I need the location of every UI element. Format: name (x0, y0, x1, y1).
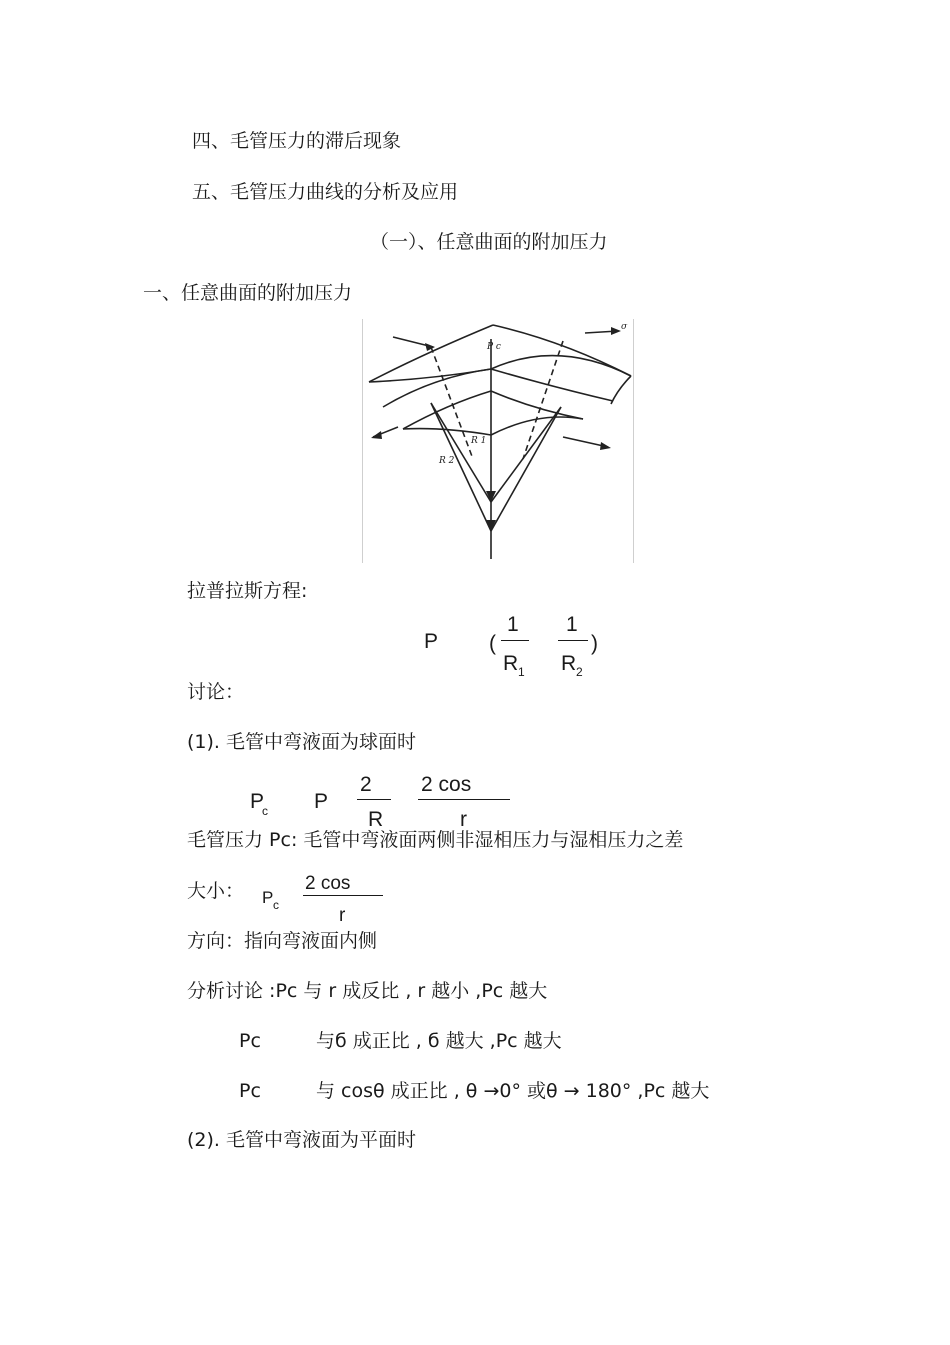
analysis-line-1: 分析讨论 :Pc 与 r 成反比 , r 越小 ,Pc 越大 (187, 980, 548, 1002)
case1-frac2-den: r (460, 808, 467, 831)
laplace-lparen: ( (489, 632, 496, 655)
discussion-label: 讨论： (187, 681, 245, 703)
laplace-den2: R (561, 652, 577, 675)
laplace-frac1-bar (501, 640, 529, 641)
label-r1: R 1 (471, 436, 487, 446)
laplace-den2-sub: 2 (576, 665, 583, 679)
capillary-pressure-definition: 毛管压力 Pc: 毛管中弯液面两侧非湿相压力与湿相压力之差 (187, 829, 684, 851)
size-num: 2 cos (305, 873, 351, 894)
size-Pc: P (262, 888, 274, 907)
laplace-frac2-bar (558, 640, 588, 641)
laplace-num2: 1 (566, 613, 578, 636)
label-sigma: σ (621, 322, 628, 332)
section-title: （一）、任意曲面的附加压力 (370, 231, 608, 253)
case1-label: (1). 毛管中弯液面为球面时 (187, 731, 416, 753)
laplace-den1: R (503, 652, 519, 675)
outline-item-4: 四、毛管压力的滞后现象 (192, 130, 402, 152)
heading-1: 一、任意曲面的附加压力 (143, 282, 353, 304)
case2-label: (2). 毛管中弯液面为平面时 (187, 1129, 416, 1151)
case1-P: P (314, 790, 329, 813)
case1-frac2-bar (418, 799, 510, 800)
size-frac-bar (303, 895, 383, 896)
direction-line: 方向：指向弯液面内侧 (187, 930, 378, 952)
laplace-P: P (424, 630, 439, 653)
analysis-line-3: 与 cosθ 成正比 , θ →0° 或θ → 180° ,Pc 越大 (316, 1080, 710, 1102)
laplace-den1-sub: 1 (518, 665, 525, 679)
analysis-line-2-pc: Pc (239, 1030, 261, 1052)
case1-frac1-num: 2 (360, 773, 372, 796)
label-pc: P c (487, 342, 501, 352)
label-r2: R 2 (439, 456, 455, 466)
case1-frac1-den: R (368, 808, 384, 831)
case1-frac2-num: 2 cos (421, 773, 472, 796)
size-den: r (339, 905, 346, 926)
analysis-line-2: 与б 成正比 , б 越大 ,Pc 越大 (316, 1030, 562, 1052)
size-label: 大小： (187, 880, 245, 902)
case1-frac1-bar (357, 799, 391, 800)
laplace-num1: 1 (507, 613, 519, 636)
size-Pc-sub: c (273, 898, 279, 912)
curved-surface-figure (362, 319, 634, 563)
case1-Pc: P (250, 790, 265, 813)
surface-diagram (363, 319, 635, 563)
case1-Pc-sub: c (262, 804, 268, 818)
laplace-label: 拉普拉斯方程: (187, 580, 308, 602)
laplace-rparen: ) (591, 632, 598, 655)
outline-item-5: 五、毛管压力曲线的分析及应用 (192, 181, 459, 203)
analysis-line-3-pc: Pc (239, 1080, 261, 1102)
